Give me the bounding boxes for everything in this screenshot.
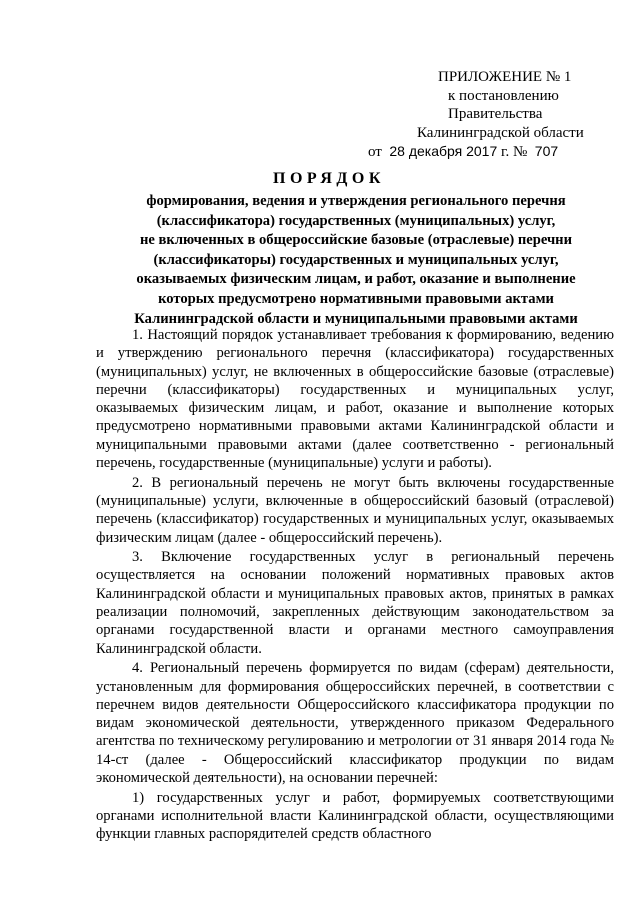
subtitle-line: оказываемых физическим лицам, и работ, оказание и выполнение (136, 271, 576, 288)
resolution-number: 707 (534, 143, 559, 159)
paragraph-3: 3. Включение государственных услуг в региональный перечень осуществляется на основании положений нормативных правовых актов Калининградской области и муниципальных правовых актов, принятых в рамках реализации полномочий, закрепленных действующим законодательством за органами государственной власти и органами местного самоуправления Калининградской области. (96, 549, 614, 657)
appendix-heading: ПРИЛОЖЕНИЕ № 1 (438, 69, 572, 85)
document-subtitle (96, 192, 616, 329)
subtitle-line: не включенных в общероссийские базовые (отраслевые) перечни (140, 232, 572, 249)
subtitle-line: которых предусмотрено нормативными правовыми актами (158, 290, 554, 307)
subtitle-line: Калининградской области и муниципальными правовыми актами (134, 310, 578, 327)
subtitle-line: формирования, ведения и утверждения регионального перечня (146, 193, 566, 209)
subtitle-line: (классификатора) государственных (муниципальных) услуг, (156, 212, 556, 229)
appendix-date-line (368, 142, 558, 162)
document-body (96, 326, 614, 845)
appendix-government: Правительства (448, 106, 543, 122)
date-prefix: от (368, 144, 382, 160)
appendix-region: Калининградской области (417, 124, 584, 141)
subparagraph-1: 1) государственных услуг и работ, формируемых соответствующими органами исполнительной власти Калининградской области, осуществляющими функции главных распорядителей средств областного (96, 789, 614, 843)
date-suffix: г. № (501, 144, 528, 160)
date-value: 28 декабря 2017 (389, 143, 498, 159)
paragraph-1: 1. Настоящий порядок устанавливает требования к формированию, ведению и утверждению регионального перечня (классификатора) государственных (муниципальных) услуг, не включенных в общероссийские базовые (отраслевые) перечни (классификаторы) государственных и муниципальных услуг, оказываемых физическим лицам, и работ, оказание и выполнение которых предусмотрено нормативными правовыми актами Калининградской области и муниципальными правовыми актами (далее соответственно - региональный перечень, государственные (муниципальные) услуги и работы). (96, 327, 614, 472)
subtitle-line: (классификаторы) государственных и муниципальных услуг, (153, 251, 559, 268)
paragraph-4: 4. Региональный перечень формируется по видам (сферам) деятельности, установленным для формирования общероссийских перечней, в соответствии с перечнем видов деятельности Общероссийского классификатора продукции по видам экономической деятельности, утвержденного приказом Федерального агентства по техническому регулированию и метрологии от 31 января 2014 года № 14-ст (далее - Общероссийский классификатор продукции по видам экономической деятельности), на основании перечней: (96, 660, 614, 787)
paragraph-2: 2. В региональный перечень не могут быть включены государственные (муниципальные) услуги, включенные в общероссийский базовый (отраслевой) перечень (классификатор) государственных и муниципальных услуг, оказываемых физическим лицам (далее - общероссийский перечень). (96, 474, 614, 546)
document-title: ПОРЯДОК (273, 170, 385, 187)
appendix-to-resolution: к постановлению (448, 87, 559, 104)
